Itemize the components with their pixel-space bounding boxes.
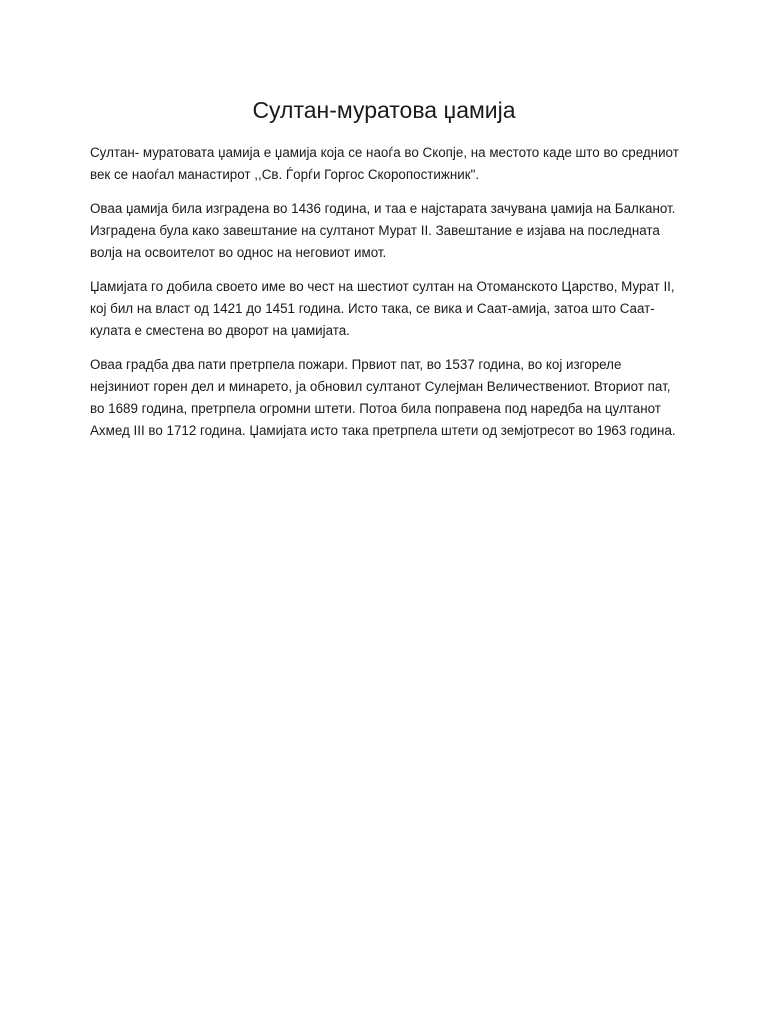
paragraph: Џамијата го добила своето име во чест на шестиот султан на Отоманското Царство, Мурат II, кој бил на власт од 1421 до 1451 година. Исто така, се вика и Саат-амија, затоа што Саат-кулата е сместена во дворот на џамијата.	[90, 279, 675, 338]
document-body	[90, 142, 680, 454]
paragraph: Оваа џамија била изградена во 1436 година, и таа е најстарата зачувана џамија на Балканот. Изградена була како завештание на султанот Мурат II. Завештание е изјава на последната волја на освоителот во однос на неговиот имот.	[90, 201, 676, 260]
paragraph: Султан- муратовата џамија е џамија која се наоѓа во Скопје, на местото каде што во средниот век се наоѓал манастирот ,,Св. Ѓорѓи Горгос Скоропостижник".	[90, 145, 679, 182]
document-title: Султан-муратова џамија	[252, 97, 516, 123]
paragraph: Оваа градба два пати претрпела пожари. Првиот пат, во 1537 година, во кој изгореле нејзиниот горен дел и минарето, ја обновил султанот Сулејман Величествениот. Вториот пат, во 1689 година, претрпела огромни штети. Потоа била поправена под наредба на цултанот Ахмед III во 1712 година. Џамијата исто така претрпела штети од земјотресот во 1963 година.	[90, 357, 676, 438]
